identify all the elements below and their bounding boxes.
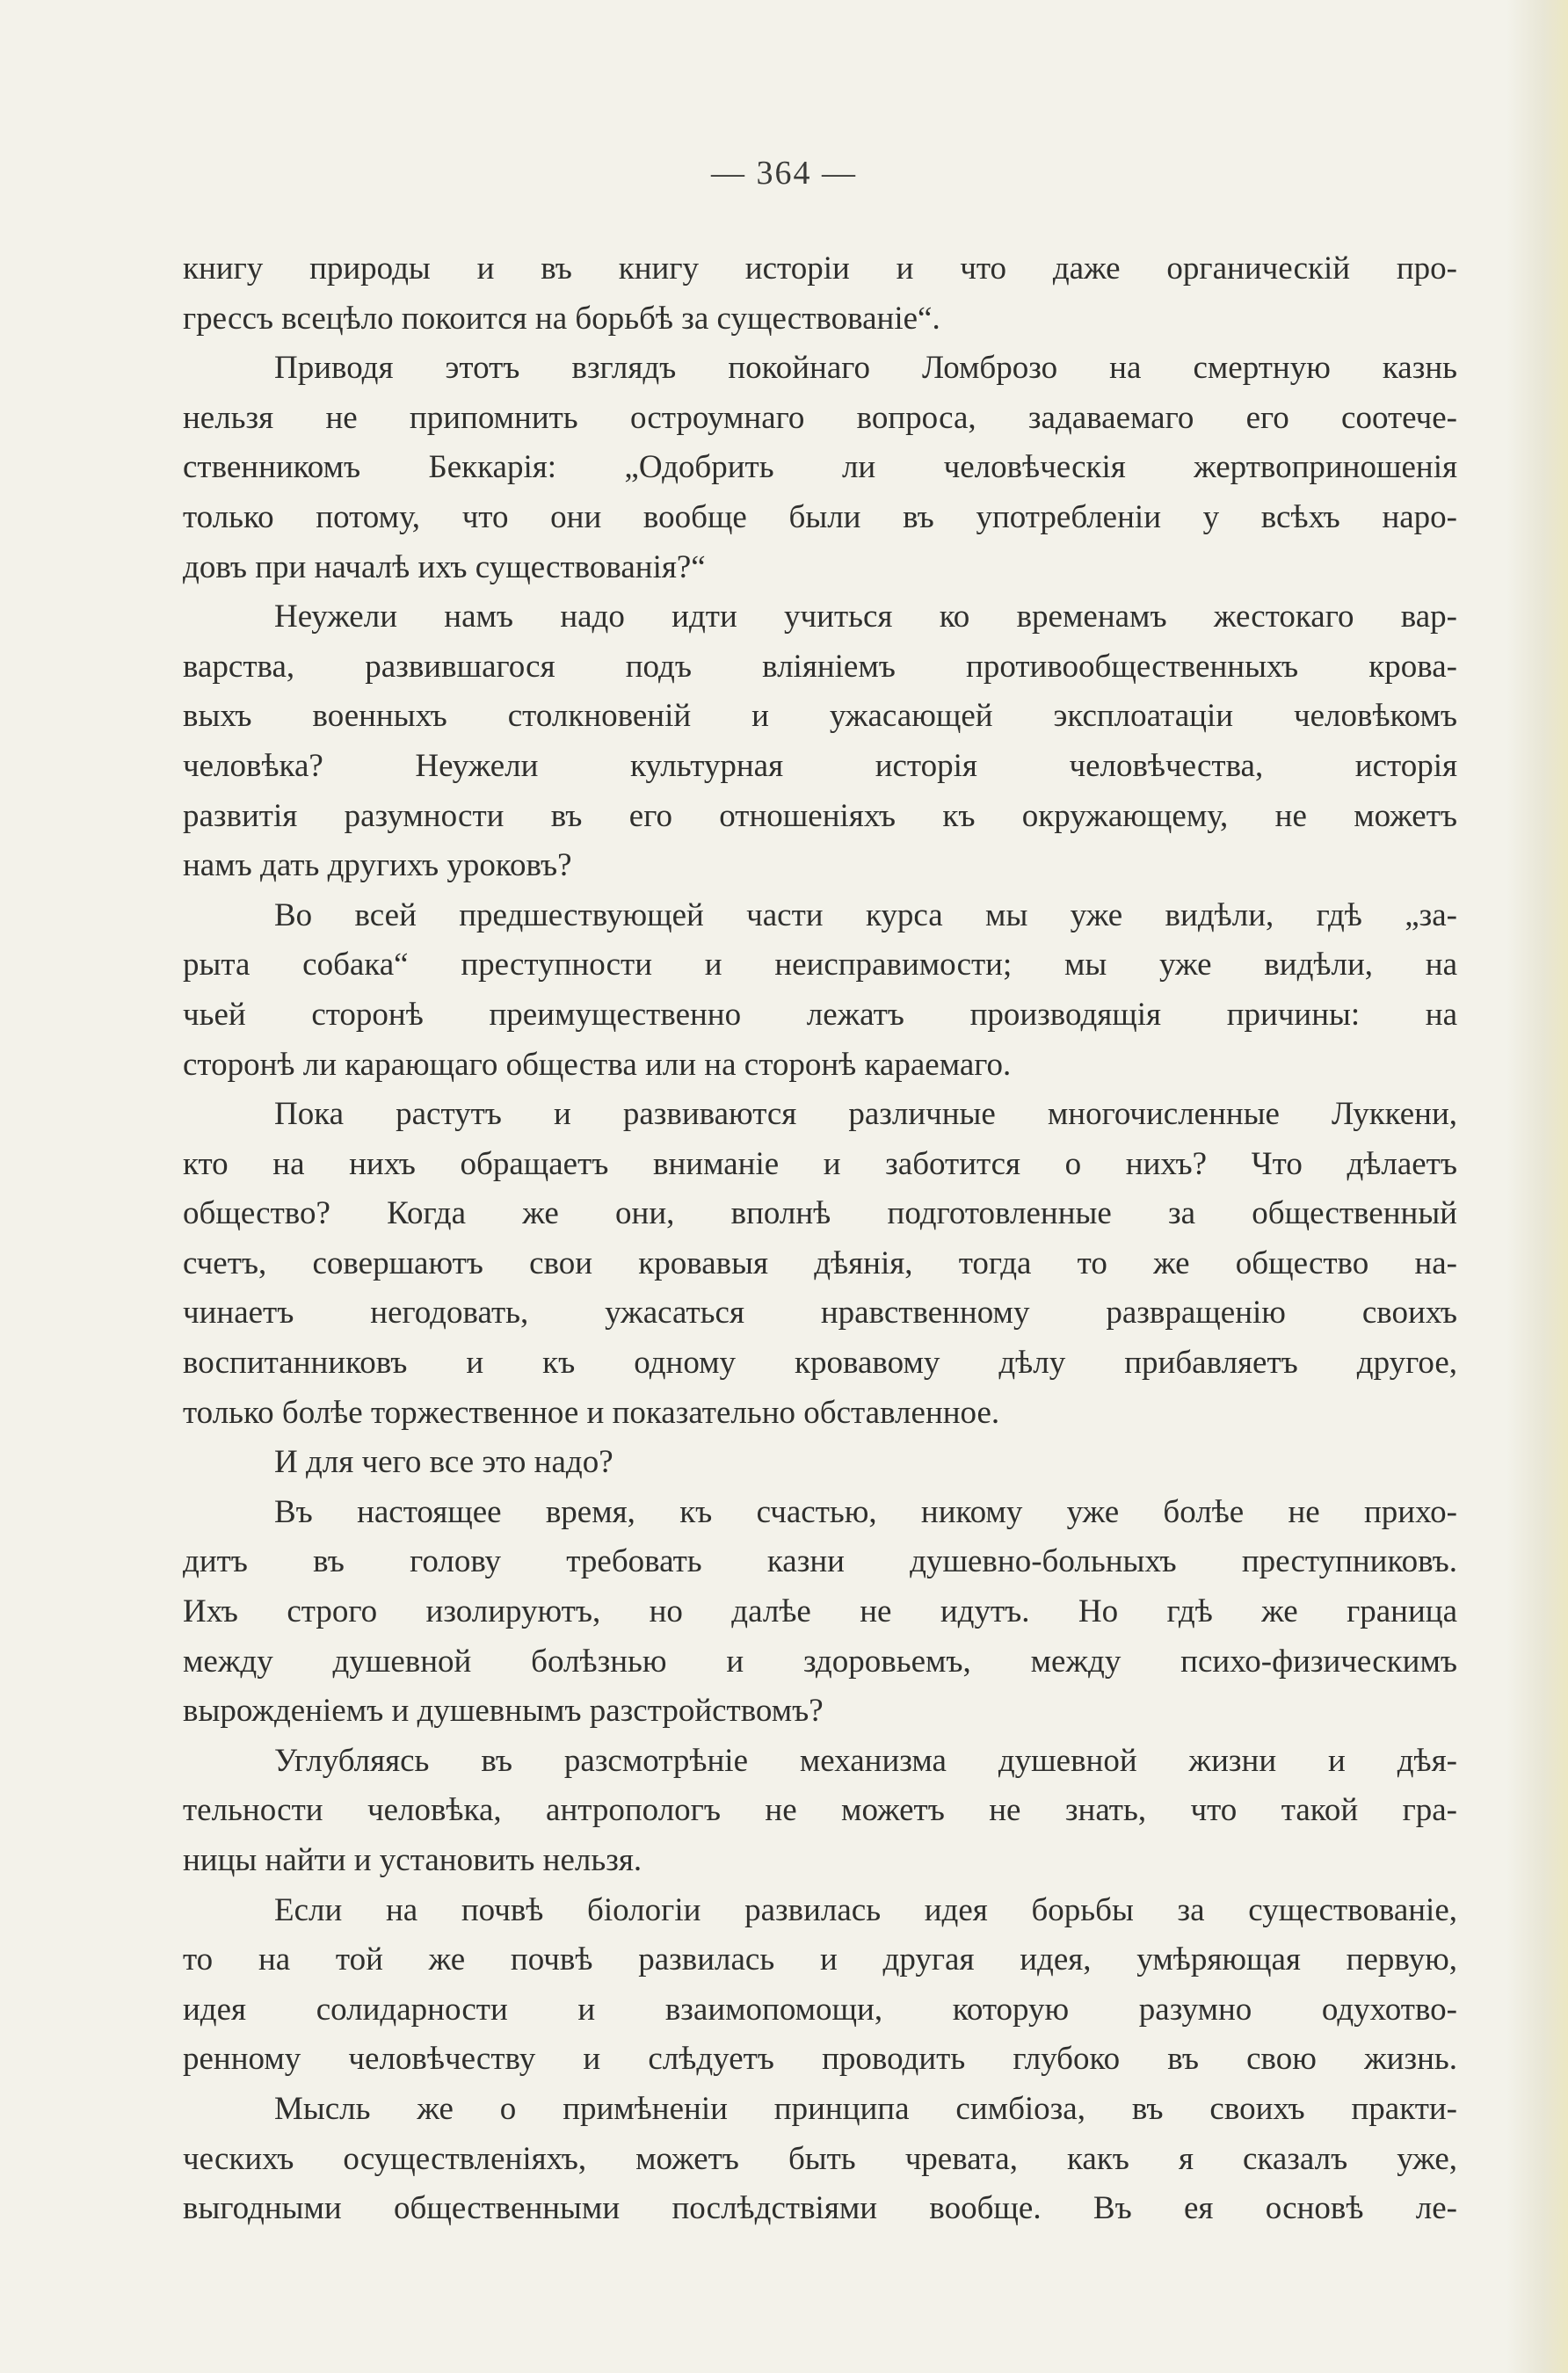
page-edge-shadow	[1506, 0, 1568, 2373]
text-line: только болѣе торжественное и показательно обставленное.	[183, 1394, 1000, 1431]
text-line: Углубляясь въ разсмотрѣніе механизма душевной жизни и дѣя-	[274, 1742, 1457, 1779]
text-line: ренному человѣчеству и слѣдуетъ проводить глубоко въ свою жизнь.	[183, 2041, 1457, 2078]
text-line: между душевной болѣзнью и здоровьемъ, между психо-физическимъ	[183, 1643, 1457, 1680]
body-text	[183, 244, 1457, 2234]
text-line: ческихъ осуществленіяхъ, можетъ быть чревата, какъ я сказалъ уже,	[183, 2140, 1457, 2177]
text-line: кто на нихъ обращаетъ вниманіе и заботится о нихъ? Что дѣлаетъ	[183, 1145, 1457, 1182]
text-line: нельзя не припомнить остроумнаго вопроса, задаваемаго его соотече-	[183, 399, 1457, 436]
text-line: намъ дать другихъ уроковъ?	[183, 847, 572, 884]
text-line: воспитанниковъ и къ одному кровавому дѣлу прибавляетъ другое,	[183, 1345, 1457, 1382]
text-line: то на той же почвѣ развилась и другая идея, умѣряющая первую,	[183, 1941, 1457, 1978]
text-line: вырожденіемъ и душевнымъ разстройствомъ?	[183, 1693, 824, 1730]
text-line: чьей сторонѣ преимущественно лежатъ производящія причины: на	[183, 996, 1457, 1033]
text-line: рыта собака“ преступности и неисправимости; мы уже видѣли, на	[183, 947, 1457, 983]
text-line: варства, развившагося подъ вліяніемъ противообщественныхъ крова-	[183, 648, 1457, 685]
text-line: сторонѣ ли карающаго общества или на сторонѣ караемаго.	[183, 1046, 1012, 1083]
text-line: Ихъ строго изолируютъ, но далѣе не идутъ. Но гдѣ же граница	[183, 1593, 1457, 1630]
text-line: довъ при началѣ ихъ существованія?“	[183, 548, 706, 585]
text-line: Если на почвѣ біологіи развилась идея борьбы за существованіе,	[274, 1891, 1457, 1928]
text-line: счетъ, совершаютъ свои кровавыя дѣянія, тогда то же общество на-	[183, 1245, 1457, 1281]
text-line: Въ настоящее время, къ счастью, никому уже болѣе не прихо-	[274, 1493, 1457, 1530]
text-line: грессъ всецѣло покоится на борьбѣ за существованіе“.	[183, 300, 940, 337]
text-line: только потому, что они вообще были въ употребленіи у всѣхъ наро-	[183, 498, 1457, 535]
text-line: идея солидарности и взаимопомощи, которую разумно одухотво-	[183, 1991, 1457, 2028]
text-line: выхъ военныхъ столкновеній и ужасающей эксплоатаціи человѣкомъ	[183, 698, 1457, 735]
text-line: дитъ въ голову требовать казни душевно-больныхъ преступниковъ.	[183, 1543, 1457, 1580]
text-line: чинаетъ негодовать, ужасаться нравственному развращенію своихъ	[183, 1295, 1457, 1332]
text-line: человѣка? Неужели культурная исторія человѣчества, исторія	[183, 747, 1457, 784]
text-line: выгодными общественными послѣдствіями вообще. Въ ея основѣ ле-	[183, 2190, 1457, 2227]
text-line: книгу природы и въ книгу исторіи и что даже органическій про-	[183, 250, 1457, 287]
text-line: Мысль же о примѣненіи принципа симбіоза, въ своихъ практи-	[274, 2090, 1457, 2127]
text-line: тельности человѣка, антропологъ не можетъ не знать, что такой гра-	[183, 1792, 1457, 1829]
text-line: Неужели намъ надо идти учиться ко временамъ жестокаго вар-	[274, 599, 1457, 635]
text-line: И для чего все это надо?	[274, 1444, 613, 1481]
text-line: ницы найти и установить нельзя.	[183, 1842, 642, 1878]
text-line: ственникомъ Беккарія: „Одобрить ли человѣческія жертвоприношенія	[183, 449, 1457, 486]
text-line: Приводя этотъ взглядъ покойнаго Ломброзо на смертную казнь	[274, 350, 1457, 387]
text-line: Пока растутъ и развиваются различные многочисленные Луккени,	[274, 1096, 1457, 1133]
page-number: — 364 —	[711, 155, 857, 192]
text-line: Во всей предшествующей части курса мы уже видѣли, гдѣ „за-	[274, 896, 1457, 933]
text-line: общество? Когда же они, вполнѣ подготовленные за общественный	[183, 1195, 1457, 1232]
text-line: развитія разумности въ его отношеніяхъ къ окружающему, не можетъ	[183, 797, 1457, 834]
